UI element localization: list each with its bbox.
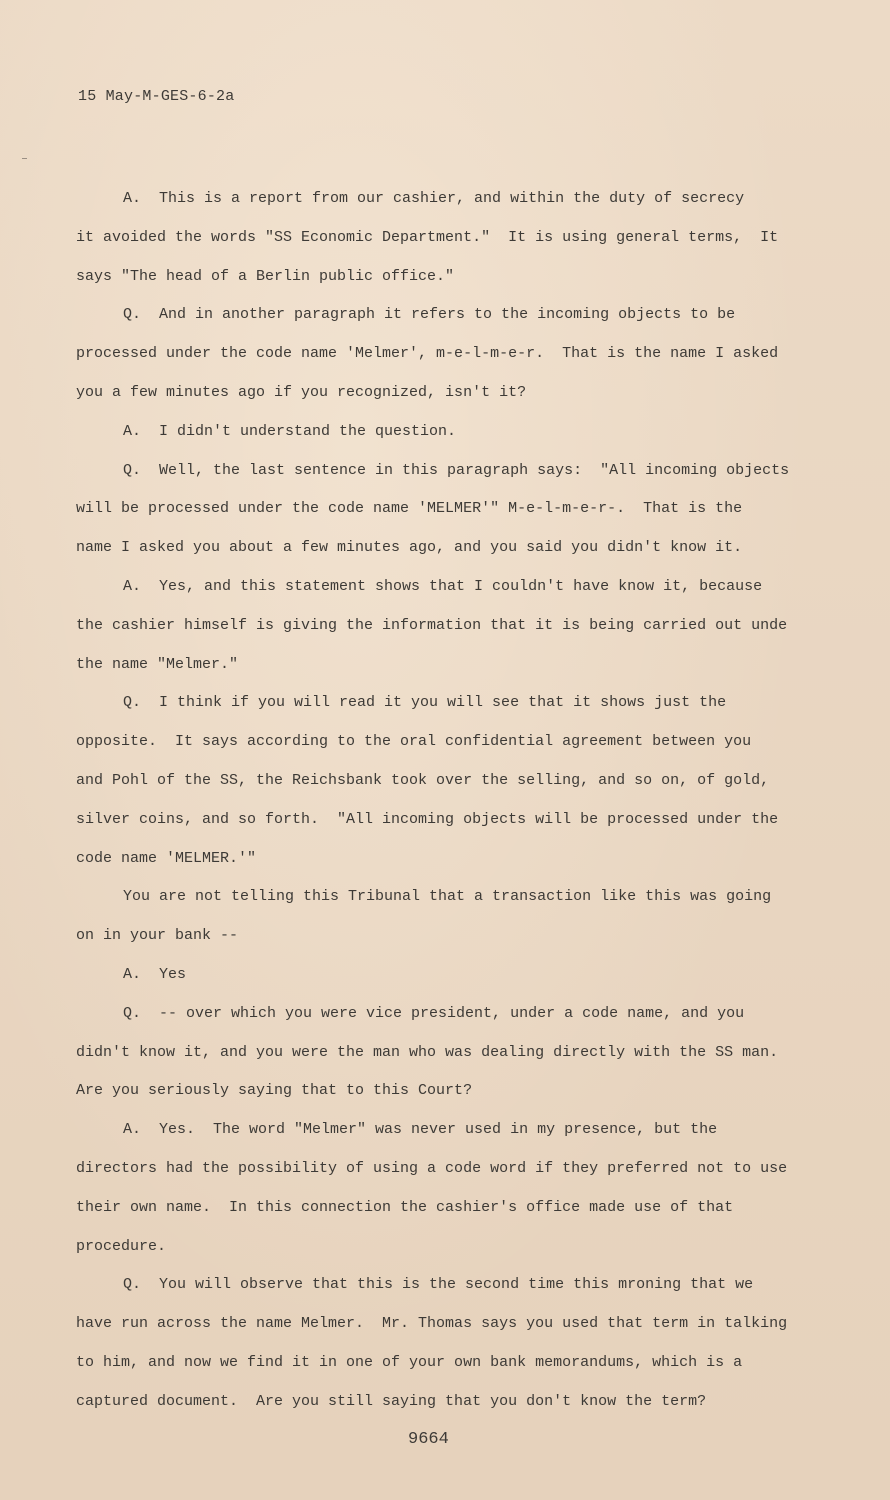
transcript-line: You are not telling this Tribunal that a transaction like this was going (123, 888, 772, 906)
transcript-line: A. Yes, and this statement shows that I couldn't have know it, because (123, 577, 763, 595)
transcript-line: Q. And in another paragraph it refers to the incoming objects to be (123, 306, 736, 324)
transcript-line: A. Yes. The word "Melmer" was never used in my presence, but the (123, 1121, 718, 1139)
transcript-line: A. I didn't understand the question. (123, 422, 457, 440)
transcript-line: Q. Well, the last sentence in this paragraph says: "All incoming objects (123, 461, 790, 479)
transcript-line: Q. I think if you will read it you will see that it shows just the (123, 694, 727, 712)
transcript-line: captured document. Are you still saying that you don't know the term? (76, 1392, 707, 1410)
transcript-line: Are you seriously saying that to this Court? (76, 1082, 473, 1100)
transcript-line: the name "Melmer." (76, 655, 239, 673)
transcript-line: on in your bank -- (76, 927, 239, 945)
transcript-line: you a few minutes ago if you recognized, isn't it? (76, 383, 527, 401)
transcript-line: silver coins, and so forth. "All incoming objects will be processed under the (76, 810, 779, 828)
page-number: 9664 (408, 1430, 449, 1449)
transcript-line: it avoided the words "SS Economic Department." It is using general terms, It (76, 228, 779, 246)
transcript-line: have run across the name Melmer. Mr. Thomas says you used that term in talking (76, 1315, 788, 1333)
transcript-line: the cashier himself is giving the information that it is being carried out unde (76, 616, 788, 634)
transcript-line: didn't know it, and you were the man who was dealing directly with the SS man. (76, 1043, 779, 1061)
transcript-body (76, 180, 846, 1422)
transcript-line: their own name. In this connection the cashier's office made use of that (76, 1198, 734, 1216)
transcript-line: will be processed under the code name 'MELMER'" M-e-l-m-e-r-. That is the (76, 500, 743, 518)
document-reference: 15 May-M-GES-6-2a (78, 88, 235, 105)
transcript-line: name I asked you about a few minutes ago, and you said you didn't know it. (76, 539, 743, 557)
transcript-line: processed under the code name 'Melmer', m-e-l-m-e-r. That is the name I asked (76, 345, 779, 363)
transcript-line: procedure. (76, 1237, 167, 1255)
transcript-line: code name 'MELMER.'" (76, 849, 257, 867)
margin-mark (22, 158, 27, 159)
transcript-line: says "The head of a Berlin public office." (76, 267, 455, 285)
transcript-line: opposite. It says according to the oral confidential agreement between you (76, 733, 752, 751)
transcript-line: and Pohl of the SS, the Reichsbank took over the selling, and so on, of gold, (76, 771, 770, 789)
transcript-line: to him, and now we find it in one of your own bank memorandums, which is a (76, 1353, 743, 1371)
transcript-line: directors had the possibility of using a code word if they preferred not to use (76, 1159, 788, 1177)
transcript-line: Q. You will observe that this is the second time this mroning that we (123, 1276, 754, 1294)
transcript-line: A. This is a report from our cashier, and within the duty of secrecy (123, 190, 745, 207)
transcript-line: A. Yes (123, 965, 187, 983)
transcript-line: Q. -- over which you were vice president, under a code name, and you (123, 1004, 745, 1022)
